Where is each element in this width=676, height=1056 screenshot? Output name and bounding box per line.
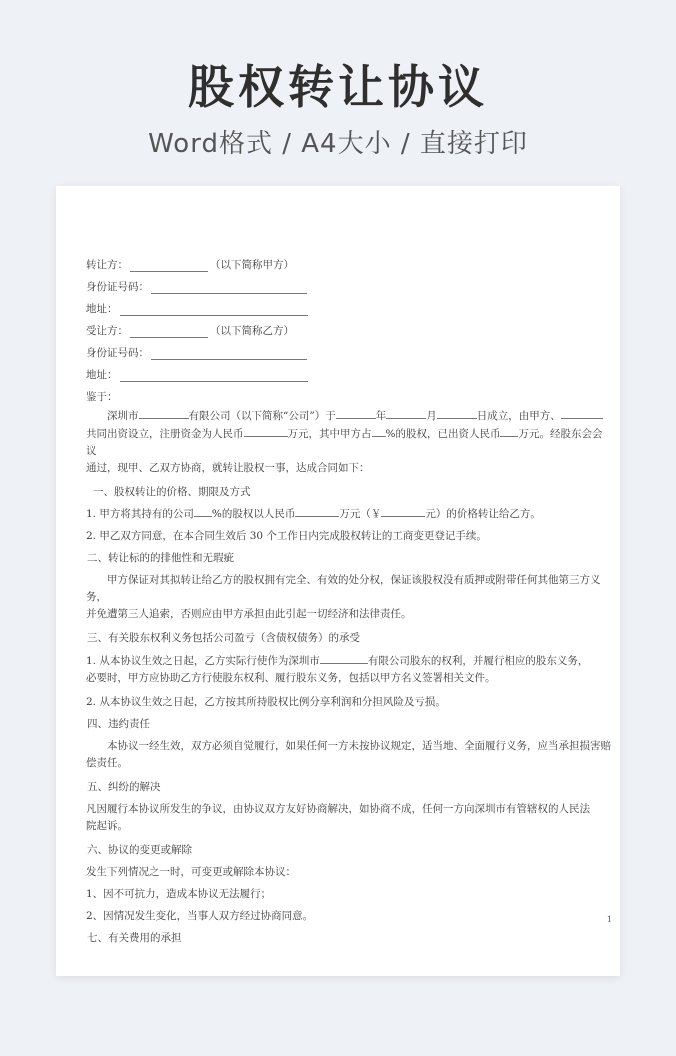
whereas-line	[86, 382, 612, 404]
transferor-blank	[130, 259, 208, 272]
paragraph-text: 偿责任。	[86, 757, 128, 769]
transferee-id-line	[86, 338, 612, 360]
intro-text: 日成立，由甲方、	[476, 410, 561, 422]
transferee-id-label: 身份证号码：	[86, 347, 149, 359]
paragraph-text: 甲方保证对其拟转让给乙方的股权拥有完全、有效的处分权，保证该股权没有质押或附带任何其他第三方义务，	[86, 574, 601, 603]
document-body	[86, 250, 612, 949]
intro-text: 万元，其中甲方占	[287, 428, 372, 440]
blank-field	[336, 407, 376, 419]
intro-text: 年	[375, 410, 387, 422]
transferee-line	[86, 316, 612, 338]
transferor-address-line	[86, 294, 612, 316]
section-6-title: 六、协议的变更或解除	[87, 844, 192, 856]
page-subtitle: Word格式 / A4大小 / 直接打印	[148, 128, 528, 159]
blank-field	[561, 407, 603, 419]
section-1-item-2: 2. 甲乙双方同意，在本合同生效后 30 个工作日内完成股权转让的工商变更登记手续。	[86, 530, 487, 542]
transferor-address-blank	[120, 303, 308, 316]
transferor-id-line	[86, 272, 612, 294]
transferee-address-blank	[120, 369, 308, 382]
blank-field	[295, 505, 339, 517]
transferee-address-line	[86, 360, 612, 382]
item-text: 1. 从本协议生效之日起，乙方实际行使作为深圳市	[86, 655, 320, 667]
section-6-item-2: 2、因情况发生变化，当事人双方经过协商同意。	[86, 910, 314, 922]
document-page	[56, 186, 620, 976]
section-2-title: 二、转让标的的排他性和无瑕疵	[87, 552, 234, 564]
transferor-label: 转让方：	[86, 259, 128, 271]
transferor-line	[86, 250, 612, 272]
blank-field	[320, 652, 368, 664]
section-7-title: 七、有关费用的承担	[87, 932, 182, 944]
intro-text: 深圳市	[107, 410, 139, 422]
intro-text: %的股权，已出资人民币	[385, 428, 501, 440]
blank-field	[139, 407, 189, 419]
section-5-title: 五、纠纷的解决	[87, 781, 161, 793]
blank-field	[194, 505, 212, 517]
paragraph-text: 并免遭第三人追索，否则应由甲方承担由此引起一切经济和法律责任。	[86, 608, 412, 620]
page-title: 股权转让协议	[188, 60, 488, 114]
section-6-intro: 发生下列情况之一时，可变更或解除本协议：	[86, 866, 296, 878]
paragraph-text: 凡因履行本协议所发生的争议，由协议双方友好协商解决，如协商不成，任何一方向深圳市有管辖权的人民法	[86, 803, 590, 815]
transferee-blank	[130, 325, 208, 338]
transferee-id-blank	[151, 347, 307, 360]
item-text: 1. 甲方将其持有的公司	[86, 508, 194, 520]
section-1-item-1	[86, 503, 612, 525]
blank-field	[244, 425, 288, 437]
section-4-paragraph	[86, 738, 612, 772]
section-6-item-1: 1、因不可抗力，造成本协议无法履行；	[86, 888, 272, 900]
page-header	[0, 0, 676, 160]
section-3-item-1	[86, 652, 612, 687]
paragraph-text: 院起诉。	[86, 820, 128, 832]
paragraph-text: 本协议一经生效，双方必须自觉履行，如果任何一方未按协议规定，适当地、全面履行义务，应当承担损害赔	[107, 740, 611, 752]
section-5-paragraph	[86, 801, 612, 835]
blank-field	[381, 505, 425, 517]
transferee-address-label: 地址：	[86, 369, 118, 381]
blank-field	[372, 425, 386, 437]
whereas-label: 鉴于：	[86, 391, 118, 403]
blank-field	[386, 407, 426, 419]
intro-text: 通过，现甲、乙双方协商，就转让股权一事，达成合同如下：	[86, 462, 370, 474]
transferee-suffix: （以下简称乙方）	[210, 325, 294, 337]
blank-field	[437, 407, 477, 419]
item-text: %的股权以人民币	[211, 508, 296, 520]
section-2-paragraph	[86, 572, 612, 623]
intro-paragraph	[86, 407, 612, 477]
section-3-title: 三、有关股东权利义务包括公司盈亏（含债权债务）的承受	[87, 632, 360, 644]
transferor-id-label: 身份证号码：	[86, 281, 149, 293]
item-text: 万元（￥	[339, 508, 382, 520]
page-number: 1	[606, 915, 612, 924]
section-1-title: 一、股权转让的价格、期限及方式	[93, 486, 251, 498]
blank-field	[500, 425, 518, 437]
transferor-suffix: （以下简称甲方）	[210, 259, 294, 271]
intro-text: 共同出资设立，注册资金为人民币	[86, 428, 244, 440]
intro-text: 有限公司（以下简称“公司”）于	[188, 410, 336, 422]
transferor-address-label: 地址：	[86, 303, 118, 315]
item-text: 元）的价格转让给乙方。	[425, 508, 541, 520]
item-text: 必要时，甲方应协助乙方行使股东权利、履行股东义务，包括以甲方名义签署相关文件。	[86, 672, 496, 684]
intro-text: 月	[426, 410, 437, 422]
section-4-title: 四、违约责任	[87, 718, 150, 730]
section-3-item-2: 2. 从本协议生效之日起，乙方按其所持股权比例分享利润和分担风险及亏损。	[86, 696, 446, 708]
transferee-label: 受让方：	[86, 325, 128, 337]
item-text: 有限公司股东的权利，并履行相应的股东义务，	[367, 655, 589, 667]
transferor-id-blank	[151, 281, 307, 294]
intro-text: 万元。经股东会会议	[86, 428, 603, 457]
